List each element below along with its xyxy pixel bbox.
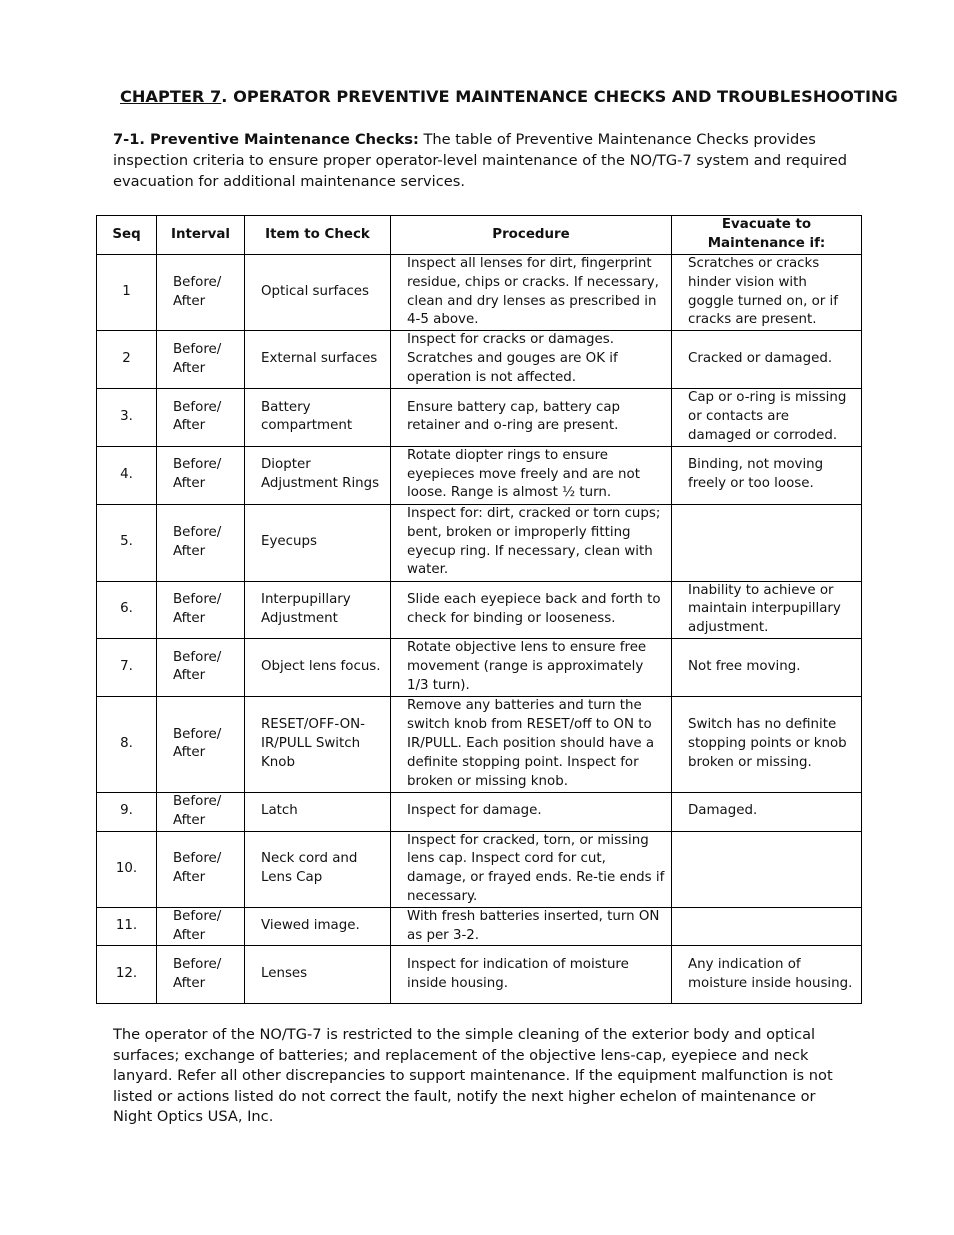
cell-procedure: Inspect for indication of moisture inside housing.	[391, 946, 672, 1004]
cell-interval: Before/ After	[157, 696, 245, 792]
cell-interval: Before/ After	[157, 907, 245, 946]
cell-seq: 7.	[97, 638, 157, 696]
cell-evacuate: Scratches or cracks hinder vision with goggle turned on, or if cracks are present.	[672, 255, 862, 331]
cell-interval: Before/ After	[157, 255, 245, 331]
cell-seq: 1	[97, 255, 157, 331]
cell-interval: Before/ After	[157, 331, 245, 389]
cell-evacuate: Inability to achieve or maintain interpupillary adjustment.	[672, 581, 862, 638]
table-body	[97, 255, 862, 1004]
cell-item: Battery compartment	[245, 389, 391, 446]
chapter-label: CHAPTER 7	[120, 87, 222, 106]
table-row	[97, 581, 862, 638]
cell-seq: 12.	[97, 946, 157, 1004]
table-row	[97, 696, 862, 792]
table-row	[97, 792, 862, 831]
cell-evacuate: Damaged.	[672, 792, 862, 831]
cell-item: Interpupillary Adjustment	[245, 581, 391, 638]
cell-procedure: Ensure battery cap, battery cap retainer and o-ring are present.	[391, 389, 672, 446]
chapter-title-text: . OPERATOR PREVENTIVE MAINTENANCE CHECKS AND TROUBLESHOOTING	[221, 87, 898, 106]
maintenance-checks-table	[96, 215, 862, 1004]
cell-seq: 8.	[97, 696, 157, 792]
cell-evacuate	[672, 831, 862, 907]
header-item: Item to Check	[245, 216, 391, 255]
cell-evacuate	[672, 504, 862, 581]
cell-seq: 11.	[97, 907, 157, 946]
cell-evacuate	[672, 907, 862, 946]
table-row	[97, 907, 862, 946]
intro-paragraph	[113, 129, 853, 192]
table-row	[97, 831, 862, 907]
cell-seq: 3.	[97, 389, 157, 446]
cell-evacuate: Not free moving.	[672, 638, 862, 696]
table-row	[97, 255, 862, 331]
cell-seq: 6.	[97, 581, 157, 638]
cell-seq: 2	[97, 331, 157, 389]
cell-interval: Before/ After	[157, 831, 245, 907]
header-procedure: Procedure	[391, 216, 672, 255]
cell-procedure: Inspect for cracks or damages. Scratches and gouges are OK if operation is not affected.	[391, 331, 672, 389]
cell-evacuate: Binding, not moving freely or too loose.	[672, 446, 862, 504]
cell-item: RESET/OFF-ON-IR/PULL Switch Knob	[245, 696, 391, 792]
cell-interval: Before/ After	[157, 581, 245, 638]
cell-procedure: Inspect for: dirt, cracked or torn cups; bent, broken or improperly fitting eyecup ring. If necessary, clean with water.	[391, 504, 672, 581]
cell-procedure: With fresh batteries inserted, turn ON as per 3-2.	[391, 907, 672, 946]
table-row	[97, 389, 862, 446]
cell-item: Neck cord and Lens Cap	[245, 831, 391, 907]
cell-procedure: Inspect all lenses for dirt, fingerprint residue, chips or cracks. If necessary, clean and dry lenses as prescribed in 4-5 above.	[391, 255, 672, 331]
header-evacuate: Evacuate to Maintenance if:	[672, 216, 862, 255]
intro-body: The table of Preventive Maintenance Checks provides inspection criteria to ensure proper operator-level maintenance of the NO/TG-7 system and required evacuation for additional maintenance services.	[113, 131, 847, 190]
cell-interval: Before/ After	[157, 446, 245, 504]
cell-item: Optical surfaces	[245, 255, 391, 331]
cell-item: Object lens focus.	[245, 638, 391, 696]
header-interval: Interval	[157, 216, 245, 255]
cell-evacuate: Switch has no definite stopping points or knob broken or missing.	[672, 696, 862, 792]
chapter-title	[120, 86, 898, 108]
cell-procedure: Remove any batteries and turn the switch knob from RESET/off to ON to IR/PULL. Each position should have a definite stopping point. Inspect for broken or missing knob.	[391, 696, 672, 792]
cell-item: Eyecups	[245, 504, 391, 581]
cell-procedure: Rotate objective lens to ensure free movement (range is approximately 1/3 turn).	[391, 638, 672, 696]
cell-interval: Before/ After	[157, 504, 245, 581]
section-heading: 7-1. Preventive Maintenance Checks:	[113, 131, 419, 148]
cell-evacuate: Cracked or damaged.	[672, 331, 862, 389]
cell-interval: Before/ After	[157, 792, 245, 831]
cell-item: Viewed image.	[245, 907, 391, 946]
cell-evacuate: Any indication of moisture inside housing.	[672, 946, 862, 1004]
cell-item: Lenses	[245, 946, 391, 1004]
cell-seq: 10.	[97, 831, 157, 907]
cell-seq: 9.	[97, 792, 157, 831]
cell-interval: Before/ After	[157, 638, 245, 696]
table-row	[97, 504, 862, 581]
cell-procedure: Slide each eyepiece back and forth to check for binding or looseness.	[391, 581, 672, 638]
closing-paragraph: The operator of the NO/TG-7 is restricted to the simple cleaning of the exterior body and optical surfaces; exchange of batteries; and replacement of the objective lens-cap, eyepiece and neck lanyard. Refer all other discrepancies to support maintenance. If the equipment malfunction is not listed or actions listed do not correct the fault, notify the next higher echelon of maintenance or Night Optics USA, Inc.	[113, 1026, 833, 1126]
cell-item: External surfaces	[245, 331, 391, 389]
cell-evacuate: Cap or o-ring is missing or contacts are damaged or corroded.	[672, 389, 862, 446]
cell-procedure: Rotate diopter rings to ensure eyepieces move freely and are not loose. Range is almost ½ turn.	[391, 446, 672, 504]
cell-procedure: Inspect for cracked, torn, or missing lens cap. Inspect cord for cut, damage, or frayed ends. Re-tie ends if necessary.	[391, 831, 672, 907]
table-row	[97, 331, 862, 389]
cell-seq: 4.	[97, 446, 157, 504]
header-seq: Seq	[97, 216, 157, 255]
table-row	[97, 638, 862, 696]
cell-procedure: Inspect for damage.	[391, 792, 672, 831]
cell-interval: Before/ After	[157, 389, 245, 446]
cell-seq: 5.	[97, 504, 157, 581]
cell-item: Latch	[245, 792, 391, 831]
table-header-row	[97, 216, 862, 255]
cell-interval: Before/ After	[157, 946, 245, 1004]
table-row	[97, 946, 862, 1004]
table-row	[97, 446, 862, 504]
cell-item: Diopter Adjustment Rings	[245, 446, 391, 504]
